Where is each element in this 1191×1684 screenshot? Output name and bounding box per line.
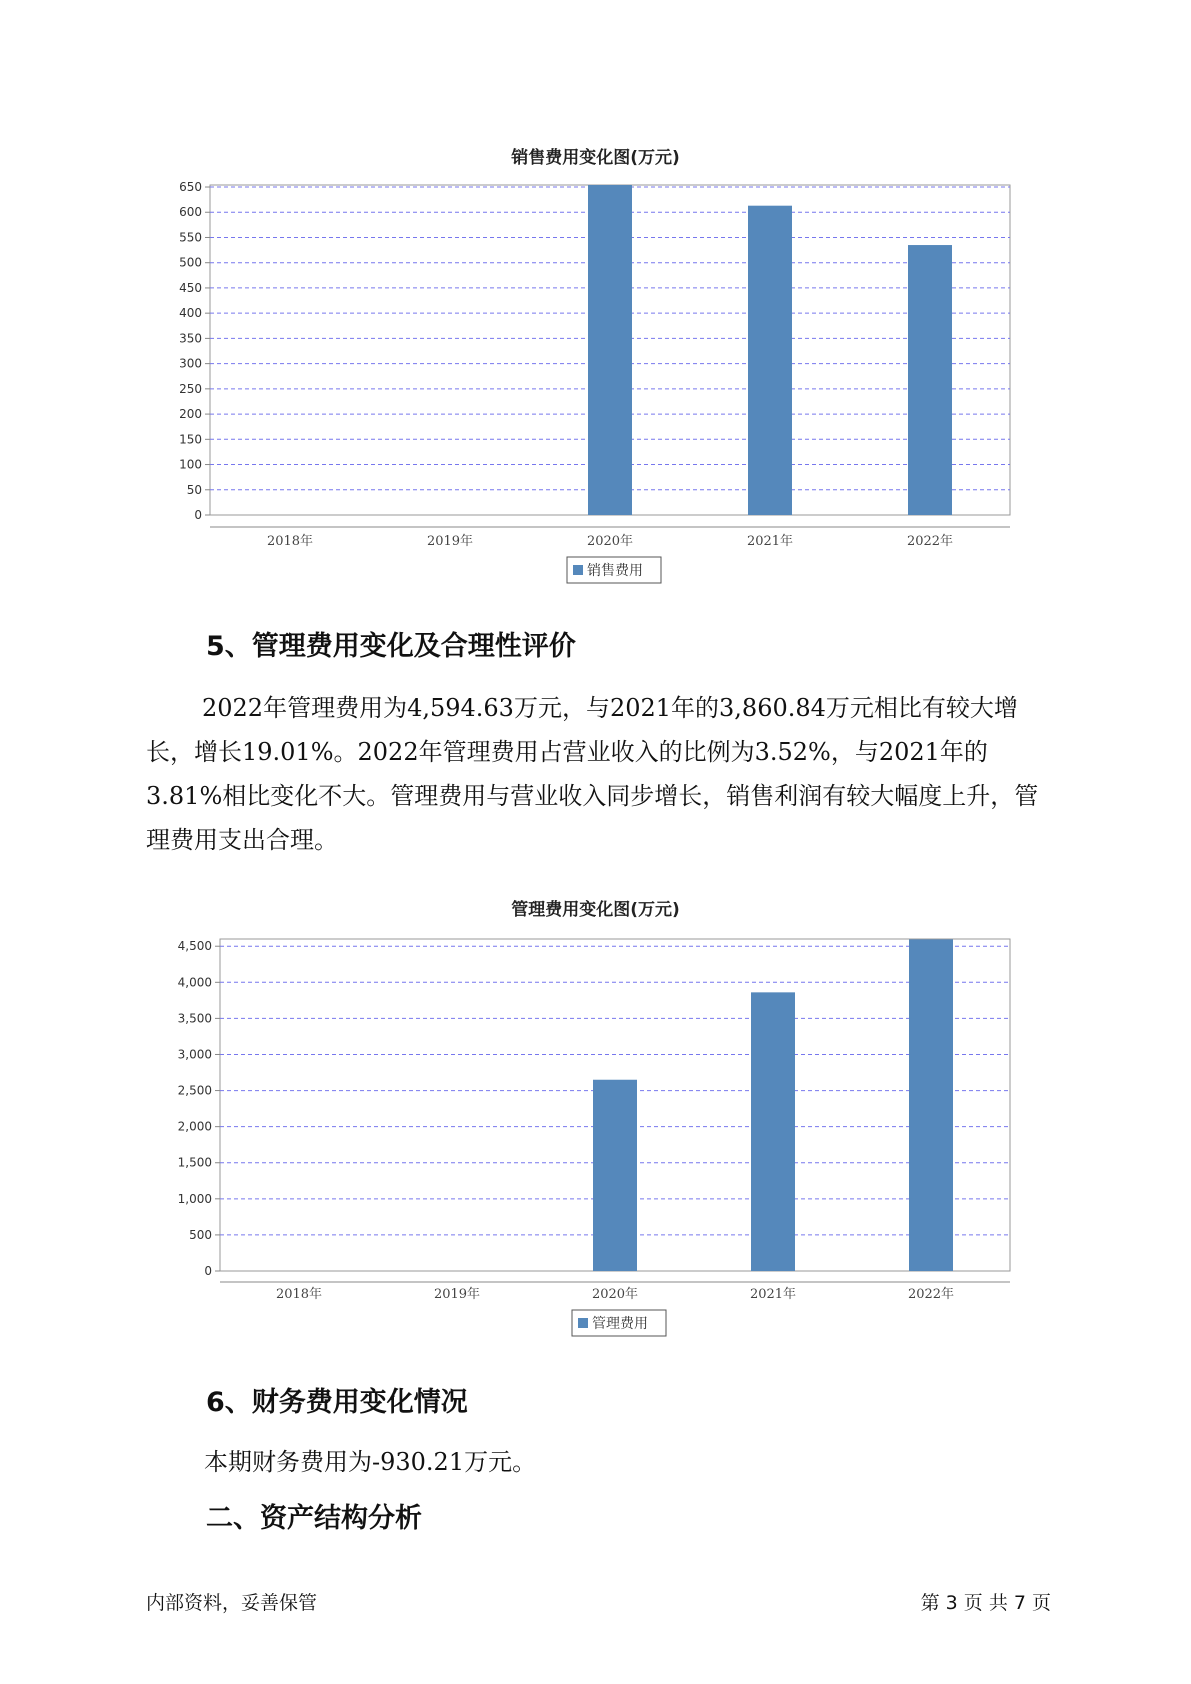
y-tick-label: 350 [179, 331, 202, 346]
legend-label: 销售费用 [587, 563, 643, 579]
x-tick-label: 2018年 [266, 534, 314, 549]
x-tick-label: 2021年 [746, 534, 794, 549]
y-tick-label: 3,000 [177, 1047, 212, 1062]
bar [748, 206, 792, 515]
y-tick-label: 2,000 [177, 1119, 212, 1134]
x-tick-label: 2021年 [749, 1287, 797, 1302]
y-tick-label: 2,500 [177, 1083, 212, 1098]
legend-swatch [578, 1318, 588, 1328]
x-tick-label: 2022年 [907, 1287, 955, 1302]
y-tick-label: 3,500 [177, 1011, 212, 1026]
y-tick-label: 0 [194, 508, 202, 522]
asset-structure-heading: 二、资产结构分析 [206, 1503, 422, 1534]
y-tick-label: 300 [179, 356, 202, 371]
sales-expense-chart [0, 170, 1191, 590]
legend-label: 管理费用 [592, 1316, 648, 1332]
y-tick-label: 400 [179, 306, 202, 321]
y-tick-label: 0 [204, 1264, 212, 1278]
admin-expense-chart-title: 管理费用变化图(万元) [511, 900, 680, 920]
y-tick-label: 50 [186, 482, 202, 497]
bar [593, 1080, 637, 1271]
chart-legend [572, 1310, 666, 1336]
section-5-paragraph: 2022年管理费用为4,594.63万元，与2021年的3,860.84万元相比有较大增长，增长19.01%。2022年管理费用占营业收入的比例为3.52%，与2021年的3.81%相比变化不大。管理费用与营业收入同步增长，销售利润有较大幅度上升，管理费用支出合理。 [146, 694, 1039, 854]
chart-legend [567, 557, 661, 583]
bar [909, 939, 953, 1271]
y-tick-label: 500 [179, 255, 202, 270]
footer-page-number: 第 3 页 共 7 页 [920, 1592, 1051, 1614]
bar [751, 992, 795, 1271]
x-tick-label: 2019年 [433, 1287, 481, 1302]
bar [908, 245, 952, 515]
y-tick-label: 1,000 [177, 1191, 212, 1206]
y-tick-label: 4,500 [177, 939, 212, 954]
y-tick-label: 500 [189, 1227, 212, 1242]
footer-confidential-note: 内部资料，妥善保管 [146, 1592, 318, 1614]
x-tick-label: 2019年 [426, 534, 474, 549]
section-5-heading: 5、管理费用变化及合理性评价 [206, 631, 576, 662]
x-tick-label: 2018年 [275, 1287, 323, 1302]
y-tick-label: 200 [179, 407, 202, 422]
legend-swatch [573, 565, 583, 575]
sales-expense-chart-title: 销售费用变化图(万元) [511, 148, 680, 168]
y-tick-label: 600 [179, 205, 202, 220]
y-tick-label: 4,000 [177, 975, 212, 990]
x-tick-label: 2022年 [906, 534, 954, 549]
admin-expense-chart [0, 925, 1191, 1345]
y-tick-label: 250 [179, 381, 202, 396]
y-tick-label: 650 [179, 180, 202, 195]
y-tick-label: 550 [179, 230, 202, 245]
x-tick-label: 2020年 [586, 534, 634, 549]
section-6-heading: 6、财务费用变化情况 [206, 1387, 468, 1418]
x-tick-label: 2020年 [591, 1287, 639, 1302]
y-tick-label: 1,500 [177, 1155, 212, 1170]
y-tick-label: 150 [179, 432, 202, 447]
y-tick-label: 100 [179, 457, 202, 472]
bar [588, 185, 632, 515]
y-tick-label: 450 [179, 280, 202, 295]
section-6-paragraph: 本期财务费用为-930.21万元。 [204, 1448, 537, 1476]
